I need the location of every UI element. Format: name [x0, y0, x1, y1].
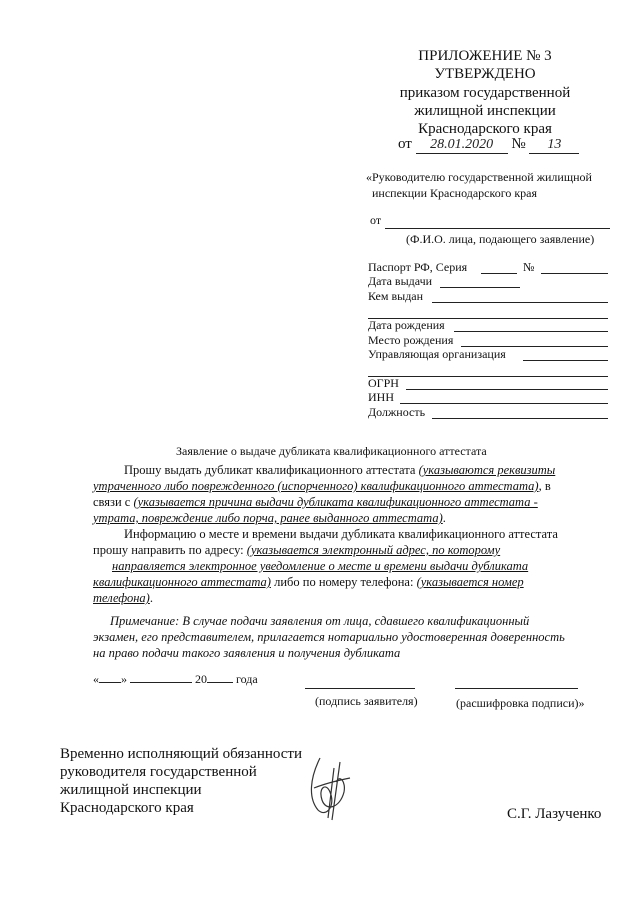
p1-mid-a: , в — [538, 479, 551, 493]
management-org-label: Управляющая организация — [368, 347, 506, 361]
addressee-line-2: инспекции Краснодарского края — [372, 186, 538, 200]
p1-start: Прошу выдать дубликат квалификационного аттестата — [124, 463, 416, 477]
paragraph-2-line-1: Информацию о месте и времени выдачи дубликата квалификационного аттестата — [124, 527, 558, 541]
handwritten-signature — [300, 748, 360, 823]
signer-name: С.Г. Лазученко — [507, 806, 602, 822]
note-a: В случае подачи заявления от лица, сдавшего квалификационный — [182, 614, 530, 628]
approval-date-row — [398, 136, 579, 154]
issue-date-line — [440, 287, 520, 288]
issued-by-label: Кем выдан — [368, 289, 424, 303]
from-label: от — [370, 213, 382, 227]
management-org-line — [523, 360, 608, 361]
footer-line-4: Краснодарского края — [60, 800, 194, 816]
ogrn-label: ОГРН — [368, 376, 399, 390]
note-line-3: на право подачи такого заявления и получения дубликата — [93, 646, 401, 660]
date-row — [93, 672, 258, 687]
p2-mid: либо по номеру телефона: — [274, 575, 414, 589]
position-line — [432, 418, 608, 419]
inn-line — [400, 403, 608, 404]
p2-hint-e: телефона) — [93, 591, 150, 605]
footer-line-2: руководителя государственной — [60, 764, 257, 780]
inn-label: ИНН — [368, 390, 394, 404]
p2-hint-c: квалификационного аттестата) — [93, 575, 271, 589]
approved-label: УТВЕРЖДЕНО — [434, 66, 536, 82]
decode-hint: (расшифровка подписи)» — [456, 696, 585, 710]
number-prefix: № — [511, 136, 526, 152]
signature-hint: (подпись заявителя) — [315, 694, 418, 708]
management-org-line-2 — [368, 376, 608, 377]
p1-hint-b: утраченного либо поврежденного (испорченного) квалификационного аттестата) — [93, 479, 539, 493]
signature-line — [305, 688, 415, 689]
note-line-1 — [110, 614, 529, 629]
issue-date-label: Дата выдачи — [368, 274, 433, 288]
p1-hint-d: утрата, повреждение либо порча, ранее выданного аттестата) — [93, 511, 443, 525]
approval-line-2: жилищной инспекции — [414, 103, 556, 119]
birth-date-line — [454, 331, 608, 332]
order-number: 13 — [529, 137, 579, 154]
footer-line-1: Временно исполняющий обязанности — [60, 746, 303, 762]
p1-end: . — [442, 511, 446, 525]
p2-hint-a: (указывается электронный адрес, по которому — [246, 543, 501, 557]
p1-hint-c: (указывается причина выдачи дубликата квалификационного аттестата - — [133, 495, 538, 509]
date-open: « — [93, 672, 99, 686]
paragraph-2-line-3 — [112, 559, 528, 574]
birth-place-label: Место рождения — [368, 333, 454, 347]
p2-hint-d: (указывается номер — [416, 575, 524, 589]
paragraph-2-line-2 — [93, 543, 500, 558]
addressee-line-1: «Руководителю государственной жилищной — [366, 170, 592, 184]
paragraph-1-line-1 — [124, 463, 555, 478]
order-date: 28.01.2020 — [416, 137, 508, 154]
ogrn-line — [406, 389, 608, 390]
p2-b: прошу направить по адресу: — [93, 543, 244, 557]
approval-line-1: приказом государственной — [399, 85, 571, 101]
decode-line — [455, 688, 578, 689]
fio-line — [385, 228, 610, 229]
year-suffix: года — [236, 672, 258, 686]
paragraph-1-line-3 — [93, 495, 538, 510]
date-close: » — [121, 672, 127, 686]
paragraph-1-line-4 — [93, 511, 446, 526]
p2-end: . — [149, 591, 153, 605]
fio-hint: (Ф.И.О. лица, подающего заявление) — [406, 232, 595, 246]
note-line-2: экзамен, его представителем, прилагается нотариально удостоверенная доверенность — [93, 630, 565, 644]
passport-label: Паспорт РФ, Серия — [368, 260, 468, 274]
paragraph-1-line-2 — [93, 479, 551, 494]
approval-line-3: Краснодарского края — [418, 121, 552, 137]
issued-by-line — [432, 302, 608, 303]
paragraph-2-line-5 — [93, 591, 153, 606]
appendix-number: ПРИЛОЖЕНИЕ № 3 — [418, 48, 552, 64]
statement-title: Заявление о выдаче дубликата квалификационного аттестата — [176, 444, 487, 458]
passport-number-sign: № — [523, 260, 535, 274]
footer-line-3: жилищной инспекции — [60, 782, 202, 798]
year-prefix: 20 — [195, 672, 207, 686]
p2-hint-b: направляется электронное уведомление о месте и времени выдачи дубликата — [112, 559, 529, 573]
position-label: Должность — [368, 405, 426, 419]
p1-hint-a: (указываются реквизиты — [418, 463, 556, 477]
p1-mid-b: связи с — [93, 495, 131, 509]
note-label: Примечание: — [110, 614, 180, 628]
passport-number-line — [541, 273, 608, 274]
passport-series-line — [481, 273, 517, 274]
paragraph-2-line-4 — [93, 575, 524, 590]
birth-date-label: Дата рождения — [368, 318, 445, 332]
date-prefix: от — [398, 136, 412, 152]
